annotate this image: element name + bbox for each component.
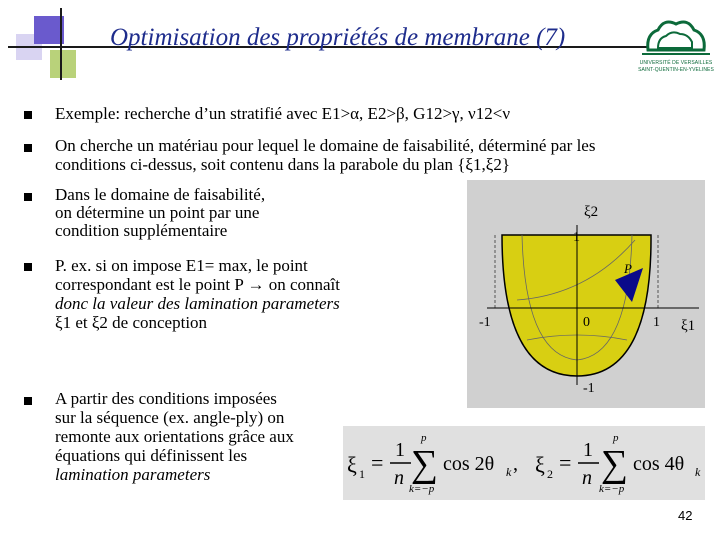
fraction-denominator: n	[394, 467, 404, 489]
sum-sign-icon: ∑	[601, 443, 629, 485]
x-axis-label: ξ1	[681, 318, 696, 334]
lamination-parameter-formula	[343, 426, 705, 500]
xi2-subscript: 2	[547, 467, 553, 481]
theta-subscript: k	[695, 465, 701, 479]
point-p-label: P	[624, 261, 632, 276]
tick-y-top: 1	[573, 230, 580, 245]
tick-y-bottom: -1	[583, 381, 595, 396]
bullet-orientations	[55, 389, 294, 484]
theta-subscript: k	[506, 465, 512, 479]
text-line: on détermine un point par une	[55, 203, 260, 222]
tick-x-left: -1	[479, 315, 491, 330]
sum-upper: p	[613, 432, 619, 444]
bullet-marker	[24, 193, 32, 201]
fraction-numerator: 1	[583, 439, 593, 461]
text-line: sur la séquence (ex. angle-ply) on	[55, 408, 285, 427]
sum-upper: p	[421, 432, 427, 444]
bullet-example	[55, 104, 510, 123]
cos-term: cos 2θ	[443, 453, 495, 475]
bullet-impose	[55, 256, 340, 332]
bullet-search	[55, 136, 595, 174]
text-line: remonte aux orientations grâce aux	[55, 427, 294, 446]
xi1-subscript: 1	[359, 467, 365, 481]
decor-vertical-line	[60, 8, 62, 80]
equals-sign: =	[371, 450, 384, 475]
formula-svg	[343, 426, 705, 500]
cos-term: cos 4θ	[633, 453, 685, 475]
tick-x-right: 1	[653, 315, 660, 330]
bullet-marker	[24, 397, 32, 405]
bullet-marker	[24, 111, 32, 119]
feasibility-diagram	[467, 180, 705, 408]
fraction-denominator: n	[582, 467, 592, 489]
tick-x-zero: 0	[583, 315, 590, 330]
slide-title: Optimisation des propriétés de membrane (7)	[110, 24, 566, 51]
page-number: 42	[678, 508, 693, 523]
university-logo	[636, 14, 716, 76]
text-line: correspondant est le point P → on connaît	[55, 275, 341, 294]
feasibility-diagram-svg	[467, 180, 705, 408]
equals-sign: =	[559, 450, 572, 475]
logo-text-line1: UNIVERSITÉ DE VERSAILLES	[639, 60, 713, 66]
bullet-marker	[24, 263, 32, 271]
xi2-symbol: ξ	[535, 452, 545, 477]
bullet-feasibility	[55, 186, 265, 240]
text-line: A partir des conditions imposées	[55, 389, 277, 408]
text-line: lamination parameters	[55, 465, 211, 484]
text-line: On cherche un matériau pour lequel le domaine de faisabilité, déterminé par les	[55, 136, 596, 155]
bullet-marker	[24, 144, 32, 152]
sum-sign-icon: ∑	[411, 443, 439, 485]
xi1-symbol: ξ	[347, 452, 357, 477]
text-line: Dans le domaine de faisabilité,	[55, 185, 266, 204]
logo-text-line2: SAINT-QUENTIN-EN-YVELINES	[638, 67, 714, 73]
text-line: équations qui définissent les	[55, 446, 248, 465]
example-conditions: 1>α, E2>β, G12>γ, ν12<ν	[332, 104, 511, 123]
fraction-numerator: 1	[395, 439, 405, 461]
text-line: P. ex. si on impose E1= max, le point	[55, 256, 308, 275]
formula-comma: ,	[513, 453, 518, 475]
sum-lower: k=−p	[599, 483, 625, 495]
text-line: condition supplémentaire	[55, 221, 228, 240]
sum-lower: k=−p	[409, 483, 435, 495]
text-line: donc la valeur des lamination parameters	[55, 294, 340, 313]
logo-emblem-icon	[636, 14, 716, 60]
text-line: ξ1 et ξ2 de conception	[55, 313, 208, 332]
example-text: : recherche d’un stratifié avec E	[115, 104, 333, 123]
example-label: Exemple	[55, 104, 116, 123]
decor-square-green	[50, 50, 76, 78]
y-axis-label: ξ2	[584, 204, 599, 220]
text-line: conditions ci-dessus, soit contenu dans la parabole du plan {ξ1,ξ2}	[55, 155, 510, 174]
